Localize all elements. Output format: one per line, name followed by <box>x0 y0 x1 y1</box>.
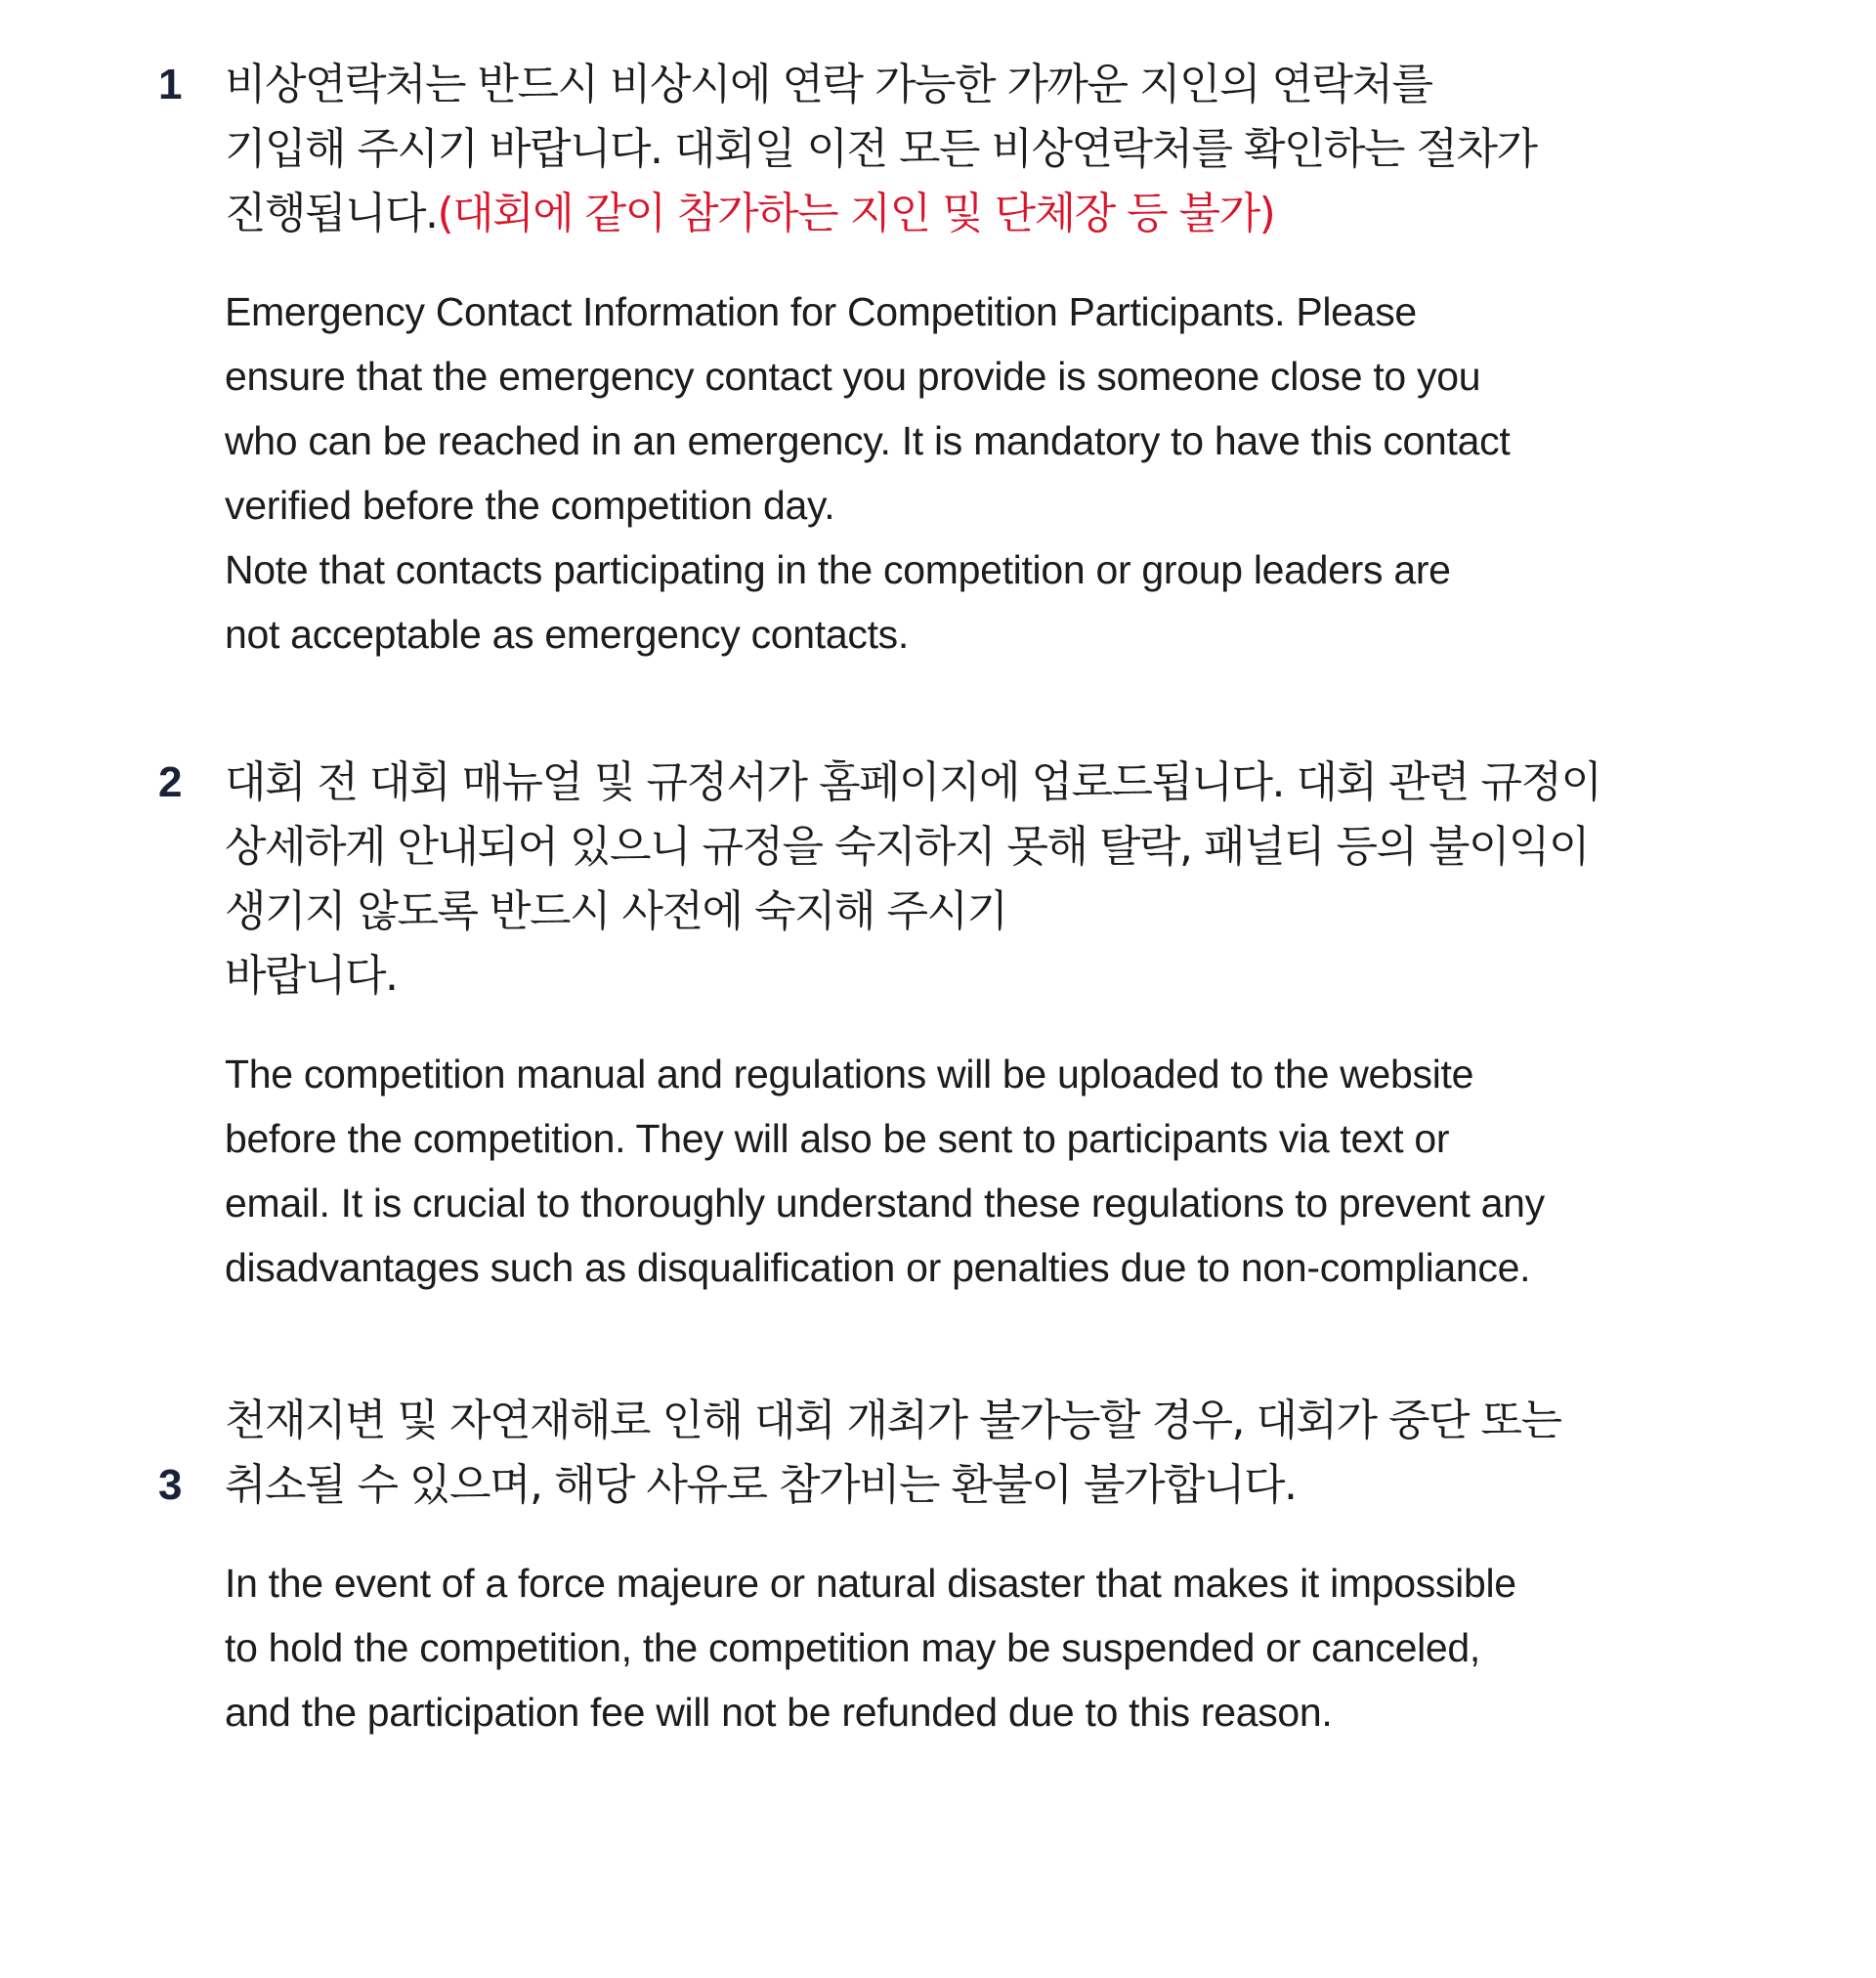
notice-english-text: In the event of a force majeure or natural disaster that makes it impossible to hold the competition, the competition may be suspended or canceled, and the participation fee will not be refunded due to this reason. <box>225 1561 1516 1735</box>
notice-korean-text: 천재지변 및 자연재해로 인해 대회 개최가 불가능할 경우, 대회가 중단 또는 취소될 수 있으며, 해당 사유로 참가비는 환불이 불가합니다. <box>225 1396 1561 1510</box>
notice-body <box>225 53 1749 666</box>
notice-body <box>225 1389 1749 1744</box>
notice-english-text: Emergency Contact Information for Competition Participants. Please ensure that the emergency contact you provide is someone close to you who can be reached in an emergency. It is mandatory to have this contact verified before the competition day. Note that contacts participating in the competition or group leaders are not acceptable as emergency contacts. <box>225 289 1511 657</box>
notice-number: 2 <box>158 758 183 806</box>
notice-english-text: The competition manual and regulations will be uploaded to the website before the competition. They will also be sent to participants via text or email. It is crucial to thoroughly understand these regulations to prevent any disadvantages such as disqualification or penalties due to non-compliance. <box>225 1052 1545 1290</box>
notice-number: 3 <box>158 1461 183 1509</box>
notice-korean-text: 대회 전 대회 매뉴얼 및 규정서가 홈페이지에 업로드됩니다. 대회 관련 규정이 상세하게 안내되어 있으니 규정을 숙지하지 못해 탈락, 패널티 등의 불이익이 생기지 않도록 반드시 사전에 숙지해 주시기 바랍니다. <box>225 757 1601 1001</box>
notice-korean-main: 비상연락처는 반드시 비상시에 연락 가능한 가까운 지인의 연락처를 기입해 주시기 바랍니다. 대회일 이전 모든 비상연락처를 확인하는 절차가 진행됩니다. <box>225 60 1537 238</box>
notice-korean-text <box>225 53 1749 246</box>
notice-body <box>225 751 1749 1300</box>
notice-number: 1 <box>158 61 183 108</box>
notice-korean-warning: (대회에 같이 참가하는 지인 및 단체장 등 불가) <box>437 189 1275 238</box>
